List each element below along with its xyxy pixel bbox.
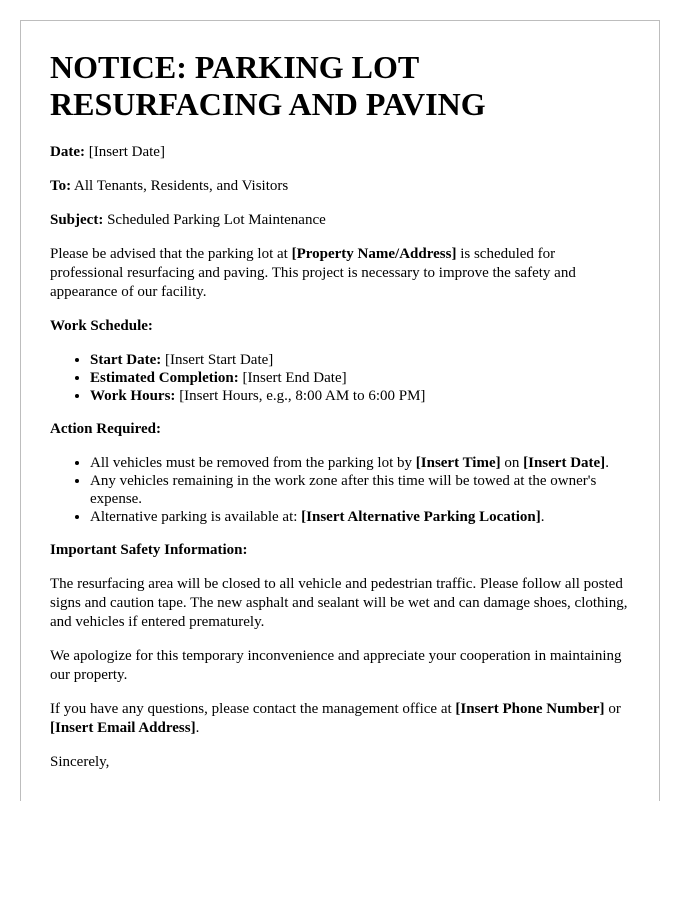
safety-heading xyxy=(50,541,630,560)
action-required-heading xyxy=(50,420,630,439)
removal-text-middle: on xyxy=(500,455,524,471)
safety-paragraph: The resurfacing area will be closed to all vehicle and pedestrian traffic. Please follow all posted signs and caution tape. The new asphalt and sealant will be wet and can damage shoes, clothing, and vehicles if entered prematurely. xyxy=(50,576,628,630)
start-date-label: Start Date: xyxy=(90,352,162,368)
work-schedule-heading-text: Work Schedule: xyxy=(50,318,153,334)
work-schedule-list xyxy=(50,351,630,405)
completion-value: [Insert End Date] xyxy=(238,370,347,386)
date-label: Date: xyxy=(50,144,85,160)
completion-label: Estimated Completion: xyxy=(90,370,239,386)
alt-parking-placeholder: [Insert Alternative Parking Location] xyxy=(301,509,541,525)
start-date-value: [Insert Start Date] xyxy=(161,352,274,368)
notice-title: NOTICE: PARKING LOT RESURFACING AND PAVING xyxy=(50,49,486,122)
time-placeholder: [Insert Time] xyxy=(415,455,501,471)
apology-paragraph: We apologize for this temporary inconvenience and appreciate your cooperation in maintaining our property. xyxy=(50,648,622,683)
subject-line xyxy=(50,211,630,230)
intro-paragraph xyxy=(50,245,630,302)
contact-paragraph xyxy=(50,700,630,738)
list-item xyxy=(90,508,630,526)
to-value: All Tenants, Residents, and Visitors xyxy=(71,178,289,194)
date-value: [Insert Date] xyxy=(84,144,165,160)
work-hours-label: Work Hours: xyxy=(90,388,176,404)
intro-text-start: Please be advised that the parking lot at xyxy=(50,246,292,262)
property-placeholder: [Property Name/Address] xyxy=(291,246,457,262)
alt-parking-text-end: . xyxy=(540,509,545,525)
to-label: To: xyxy=(50,178,72,194)
phone-placeholder: [Insert Phone Number] xyxy=(455,701,605,717)
tow-warning-text: Any vehicles remaining in the work zone after this time will be towed at the owner's expense. xyxy=(90,473,597,507)
safety-heading-text: Important Safety Information: xyxy=(50,542,248,558)
list-item xyxy=(90,351,630,369)
list-item xyxy=(90,387,630,405)
contact-text-start: If you have any questions, please contact the management office at xyxy=(50,701,456,717)
work-schedule-heading xyxy=(50,317,630,336)
removal-text-start: All vehicles must be removed from the parking lot by xyxy=(90,455,416,471)
list-item xyxy=(90,472,630,508)
subject-label: Subject: xyxy=(50,212,104,228)
subject-value: Scheduled Parking Lot Maintenance xyxy=(103,212,326,228)
list-item xyxy=(90,369,630,387)
notice-document xyxy=(20,20,660,801)
date-placeholder: [Insert Date] xyxy=(523,455,606,471)
removal-text-end: . xyxy=(605,455,609,471)
work-hours-value: [Insert Hours, e.g., 8:00 AM to 6:00 PM] xyxy=(175,388,426,404)
to-line xyxy=(50,177,630,196)
date-line xyxy=(50,143,630,162)
email-placeholder: [Insert Email Address] xyxy=(50,720,196,736)
contact-text-end: . xyxy=(195,720,200,736)
contact-text-middle: or xyxy=(604,701,621,717)
action-required-list xyxy=(50,454,630,526)
intro-text-end: is scheduled for professional resurfacing and paving. This project is necessary to improve the safety and appearance of our facility. xyxy=(50,246,576,300)
action-required-heading-text: Action Required: xyxy=(50,421,161,437)
alt-parking-text-start: Alternative parking is available at: xyxy=(90,509,302,525)
list-item xyxy=(90,454,630,472)
closing-line: Sincerely, xyxy=(50,754,110,770)
